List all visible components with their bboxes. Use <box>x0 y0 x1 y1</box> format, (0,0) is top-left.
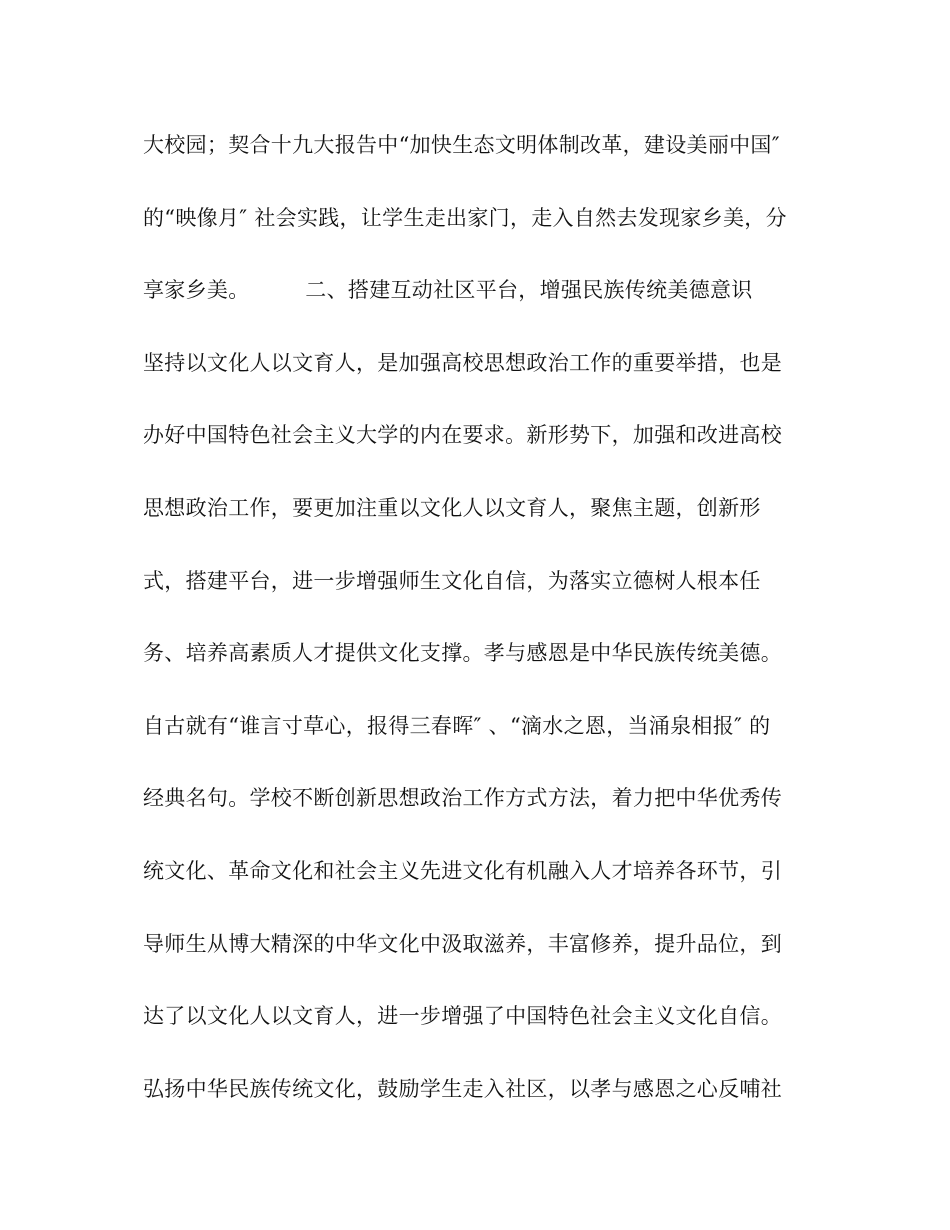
text-line-5: 办好中国特色社会主义大学的内在要求。新形势下，加强和改进高校 <box>143 423 782 448</box>
text-line-12: 导师生从博大精深的中华文化中汲取滋养，丰富修养，提升品位，到 <box>143 931 782 956</box>
text-line-13: 达了以文化人以文育人，进一步增强了中国特色社会主义文化自信。 <box>143 1004 782 1029</box>
text-line-14: 弘扬中华民族传统文化，鼓励学生走入社区，以孝与感恩之心反哺社 <box>143 1076 782 1101</box>
text-line-9: 自古就有“谁言寸草心，报得三春晖″ 、“滴水之恩，当涌泉相报″ 的 <box>143 713 771 738</box>
body-text <box>143 127 823 1143</box>
text-line-2: 的“映像月″ 社会实践，让学生走出家门，走入自然去发现家乡美，分 <box>143 205 787 230</box>
text-line-8: 务、培养高素质人才提供文化支撑。孝与感恩是中华民族传统美德。 <box>143 641 782 666</box>
text-line-6: 思想政治工作，要更加注重以文化人以文育人，聚焦主题，创新形 <box>143 495 761 520</box>
text-line-10: 经典名句。学校不断创新思想政治工作方式方法，着力把中华优秀传 <box>143 786 782 811</box>
text-line-4: 坚持以文化人以文育人，是加强高校思想政治工作的重要举措，也是 <box>143 350 782 375</box>
text-line-11: 统文化、革命文化和社会主义先进文化有机融入人才培养各环节，引 <box>143 858 782 883</box>
text-line-7: 式，搭建平台，进一步增强师生文化自信，为落实立德树人根本任 <box>143 568 761 593</box>
text-line-1: 大校园；契合十九大报告中“加快生态文明体制改革，建设美丽中国″ <box>143 133 780 157</box>
text-line-3: 享家乡美。 二、搭建互动社区平台，增强民族传统美德意识 <box>143 278 753 303</box>
